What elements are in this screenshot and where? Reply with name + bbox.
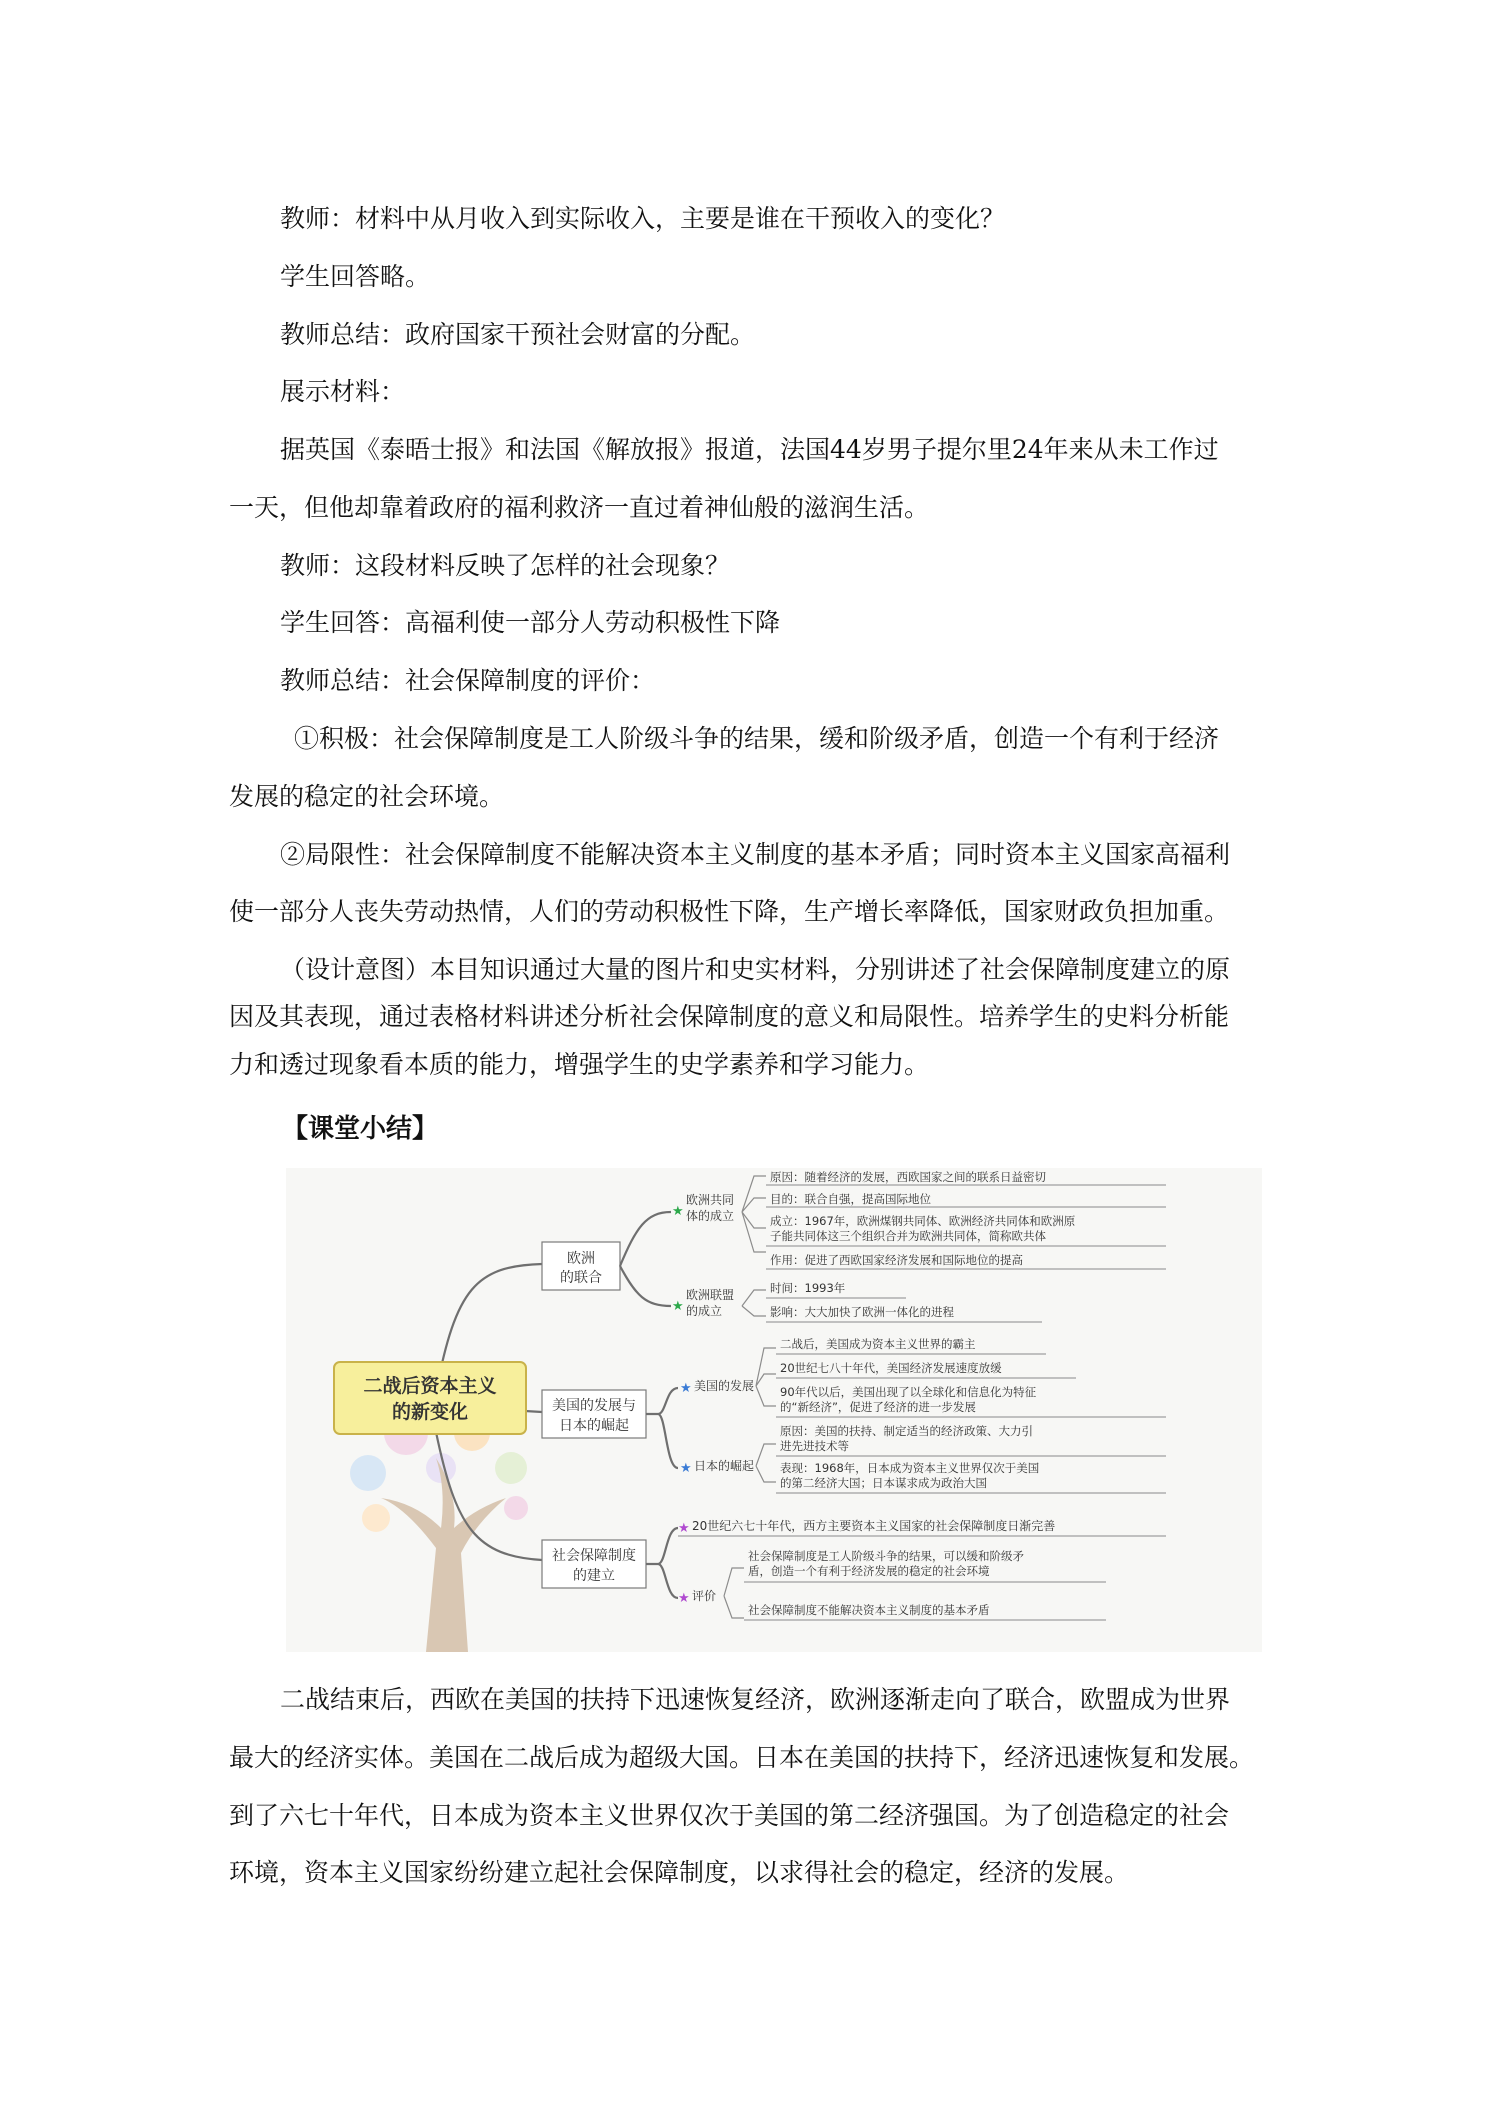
leaf-text: 20世纪六七十年代，西方主要资本主义国家的社会保障制度日渐完善: [692, 1519, 1056, 1533]
leaf-text: 子能共同体这三个组织合并为欧洲共同体，简称欧共体: [770, 1229, 1046, 1243]
sub-branch-label: 的成立: [686, 1304, 723, 1318]
star-icon: ★: [678, 1521, 690, 1536]
leaf-text: 进先进技术等: [780, 1439, 849, 1453]
branch-label: 的联合: [560, 1270, 602, 1286]
leaf-text: 20世纪七八十年代，美国经济发展速度放缓: [780, 1361, 1002, 1375]
paragraph: （设计意图）本目知识通过大量的图片和史实材料，分别讲述了社会保障制度建立的原: [280, 955, 1231, 984]
leaf-text: 原因：美国的扶持、制定适当的经济政策、大力引: [780, 1424, 1033, 1438]
root-label: 二战后资本主义: [363, 1375, 497, 1397]
leaf-text: 的“新经济”，促进了经济的进一步发展: [780, 1400, 976, 1414]
leaf-text: 社会保障制度是工人阶级斗争的结果，可以缓和阶级矛: [748, 1549, 1024, 1563]
paragraph: 学生回答：高福利使一部分人劳动积极性下降: [280, 608, 781, 637]
star-icon: ★: [672, 1204, 684, 1219]
paragraph: 据英国《泰晤士报》和法国《解放报》报道，法国44岁男子提尔里24年来从未工作过: [280, 435, 1219, 464]
sub-branch-label: 日本的崛起: [694, 1459, 755, 1473]
leaf-text: 社会保障制度不能解决资本主义制度的基本矛盾: [748, 1603, 990, 1617]
leaf-text: 90年代以后，美国出现了以全球化和信息化为特征: [780, 1385, 1037, 1399]
branch-label: 的建立: [573, 1568, 615, 1584]
mind-map: [286, 1168, 1262, 1652]
sub-branch-label: 欧洲共同: [686, 1193, 735, 1207]
star-icon: ★: [672, 1299, 684, 1314]
leaf-text: 作用：促进了西欧国家经济发展和国际地位的提高: [770, 1253, 1023, 1267]
paragraph: 一天，但他却靠着政府的福利救济一直过着神仙般的滋润生活。: [229, 493, 930, 522]
leaf-text: 原因：随着经济的发展，西欧国家之间的联系日益密切: [770, 1170, 1046, 1184]
sub-branch-label: 评价: [692, 1589, 717, 1603]
paragraph: 教师：材料中从月收入到实际收入，主要是谁在干预收入的变化？: [280, 204, 1006, 233]
paragraph: 展示材料：: [280, 377, 406, 406]
paragraph: ①积极：社会保障制度是工人阶级斗争的结果，缓和阶级矛盾，创造一个有利于经济: [294, 724, 1220, 753]
leaf-text: 成立：1967年，欧洲煤钢共同体、欧洲经济共同体和欧洲原: [770, 1214, 1076, 1228]
paragraph: 力和透过现象看本质的能力，增强学生的史学素养和学习能力。: [229, 1050, 930, 1079]
branch-label: 日本的崛起: [559, 1418, 629, 1434]
paragraph: 最大的经济实体。美国在二战后成为超级大国。日本在美国的扶持下，经济迅速恢复和发展。: [229, 1743, 1255, 1772]
branch-label: 社会保障制度: [552, 1548, 636, 1564]
sub-branch-label: 欧洲联盟: [686, 1288, 735, 1302]
section-heading: 【课堂小结】: [282, 1114, 439, 1144]
star-icon: ★: [680, 1381, 692, 1396]
leaf-text: 影响：大大加快了欧洲一体化的进程: [770, 1305, 954, 1319]
paragraph: 二战结束后，西欧在美国的扶持下迅速恢复经济，欧洲逐渐走向了联合，欧盟成为世界: [280, 1685, 1231, 1714]
paragraph: 教师总结：政府国家干预社会财富的分配。: [280, 320, 756, 349]
paragraph: 使一部分人丧失劳动热情，人们的劳动积极性下降，生产增长率降低，国家财政负担加重。: [229, 897, 1230, 926]
leaf-text: 时间：1993年: [770, 1281, 846, 1295]
branch-label: 美国的发展与: [552, 1398, 636, 1414]
leaf-text: 二战后，美国成为资本主义世界的霸主: [780, 1337, 976, 1351]
root-label: 的新变化: [391, 1401, 469, 1423]
paragraph: 学生回答略。: [280, 262, 431, 291]
star-icon: ★: [680, 1461, 692, 1476]
paragraph: 发展的稳定的社会环境。: [229, 782, 505, 811]
branch-label: 欧洲: [567, 1251, 595, 1267]
root-node: [334, 1362, 526, 1434]
leaf-text: 目的：联合自强，提高国际地位: [770, 1192, 931, 1206]
paragraph: 到了六七十年代，日本成为资本主义世界仅次于美国的第二经济强国。为了创造稳定的社会: [229, 1801, 1230, 1830]
paragraph: ②局限性：社会保障制度不能解决资本主义制度的基本矛盾；同时资本主义国家高福利: [280, 840, 1231, 869]
star-icon: ★: [678, 1591, 690, 1606]
leaf-text: 盾，创造一个有利于经济发展的稳定的社会环境: [748, 1564, 990, 1578]
leaf-text: 表现：1968年，日本成为资本主义世界仅次于美国: [780, 1461, 1040, 1475]
paragraph: 环境，资本主义国家纷纷建立起社会保障制度，以求得社会的稳定，经济的发展。: [229, 1858, 1130, 1887]
sub-branch-label: 体的成立: [686, 1209, 735, 1223]
paragraph: 教师总结：社会保障制度的评价：: [280, 666, 656, 695]
leaf-text: 的第二经济大国；日本谋求成为政治大国: [780, 1476, 987, 1490]
paragraph: 教师：这段材料反映了怎样的社会现象？: [280, 551, 731, 580]
sub-branch-label: 美国的发展: [694, 1379, 755, 1393]
paragraph: 因及其表现，通过表格材料讲述分析社会保障制度的意义和局限性。培养学生的史料分析能: [229, 1002, 1230, 1031]
